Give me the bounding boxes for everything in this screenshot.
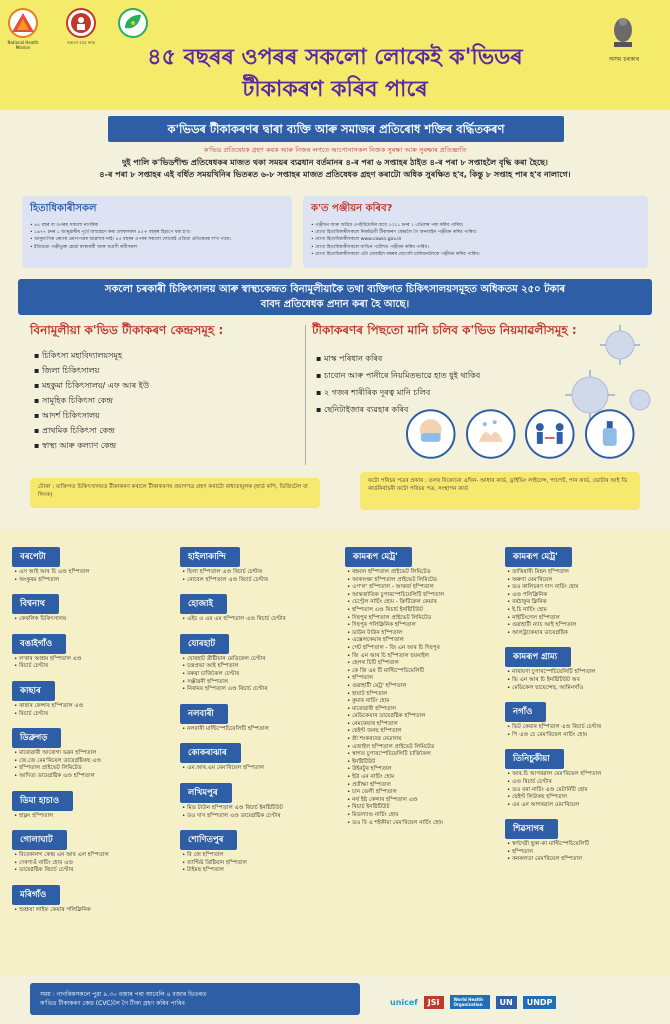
list-item: • পঞ্জীয়ন আৰু অগ্ৰিম এপইণ্টমেণ্টৰ বাবে ২০২১ চনৰ ১ এপ্ৰিলৰ পৰা কৰিব পাৰিব। xyxy=(311,222,640,229)
jsi-logo: JSI xyxy=(424,996,444,1009)
hospital-list xyxy=(180,805,340,820)
hospital-item: • ৰিচাৰ্চ চেণ্টাৰ xyxy=(14,711,172,719)
list-item: • আনুষংগিক ৰোগৰ প্ৰমাণপত্ৰৰ আৱশ্যক নাই। ৪৫ বছৰৰ ওপৰৰ সকলো লোকেই এতিয়া প্ৰতিষেধক ল'ব পাৰে। xyxy=(30,236,284,243)
hospital-item: • শুশ্ৰূষা লাইফ কেয়াৰ পলিক্লিনিক xyxy=(14,907,172,915)
hospital-list xyxy=(12,703,172,718)
hospital-item: • ডাউন টাউন হস্পিতাল xyxy=(347,630,503,638)
hospital-list xyxy=(505,724,665,739)
hospital-item: • নাৰায়ণা চুপাৰস্পেচিয়েলিটি হস্পিতাল xyxy=(507,669,665,677)
photo-id-note: ফটো পৰিচয় পত্ৰৰ প্ৰকাৰ : তলৰ যিকোনো এখিন- আধাৰ কাৰ্ড, ড্ৰাইভিং লাইচেন্স, পাচপৰ্ট, পান কাৰ্ড, ভোটাৰ আই ডি কাৰ্ডনিৰ্বাচনী ফটো পৰিচয় পত্ৰ, সংস্থাপন কাৰ্ড xyxy=(360,472,640,510)
triangle-logo-icon xyxy=(10,10,36,36)
hospital-item: • বিবেকানন্দ কেন্দ্ৰ এন আৰ এল হস্পিতাল xyxy=(14,852,172,860)
registration-list xyxy=(311,222,640,258)
hospital-item: • এম.আৰ.এম মেম'ৰিয়েল হস্পিতাল xyxy=(182,765,340,773)
hospital-item: • হস্পিতাল এণ্ড ৰিচাৰ্চ ইনষ্টিটিউট xyxy=(347,607,503,615)
hospital-list xyxy=(505,771,665,809)
list-item: ▪ আদৰ্শ চিকিৎসালয় xyxy=(34,408,300,423)
rule-icons xyxy=(405,408,635,460)
district-column-2 xyxy=(180,544,340,882)
divider xyxy=(305,325,306,465)
hospital-item: • যোৰহাট খ্ৰীষ্টীয়ান মেডিকেল চেণ্টাৰ xyxy=(182,656,340,664)
hospital-item: • কেথলিক চিকিৎসালয় xyxy=(14,616,172,624)
hospital-item: • ডায়েগ্নষ্টিক ৰিচাৰ্চ চেণ্টাৰ xyxy=(14,867,172,875)
hospital-item: • ছিলা হস্পিতাল এণ্ড ৰিচাৰ্চ চেণ্টাৰ xyxy=(182,569,340,577)
hospital-item: • হস্পিতাল xyxy=(507,849,665,857)
hospital-list xyxy=(12,852,172,875)
hospital-item: • অংকুৰম হস্পিতাল xyxy=(14,577,172,585)
un-logo: UN xyxy=(496,996,517,1009)
district-title: যোৰহাট xyxy=(180,634,229,654)
hospital-item: • আকাংক্ষা হস্পিতাল প্ৰাইভেট লিমিটেড xyxy=(347,577,503,585)
private-hospital-note: টোকা : ব্যক্তিগত চিকিৎসালয়ত টীকাকৰণ কৰালে টীকাকৰণৰ প্ৰমাণপত্ৰ গ্ৰহণ কৰাটো বাধ্যতামূলক (হাৰ্ড কপি, ডিজিটেল বা লিংক) xyxy=(30,478,320,508)
district-column-1 xyxy=(12,544,172,922)
hospital-item: • ছেইণ্ট লিউকছ হস্পিতাল xyxy=(507,794,665,802)
hospital-item: • অৰুণা মেম'ৰিয়েল xyxy=(507,577,665,585)
hospital-item: • ডও দাস হস্পিতাল এণ্ড ডায়েগ্নষ্টিক চেণ্টাৰ xyxy=(182,813,340,821)
logo-label-1: National Health Mission xyxy=(7,40,39,50)
hospital-item: • মেডিকেল ছায়েন্সেছ, আমিনগাঁও xyxy=(507,685,665,693)
hospital-list xyxy=(12,813,172,821)
district-title: কোকৰাঝাৰ xyxy=(180,743,241,763)
district-block xyxy=(12,882,172,915)
list-item: ▪ প্ৰাথমিক চিকিৎসা কেন্দ্ৰ xyxy=(34,423,300,438)
hospital-item: • বৰুৱা চাৰ্জিকেল চেণ্টাৰ xyxy=(182,671,340,679)
hospital-item: • আন্তৰ্জাতিক চুপাৰস্পেচিয়েলিটি হস্পিতাল xyxy=(347,592,503,600)
hospital-list xyxy=(180,569,340,584)
hospital-item: • হাফ্লং হস্পিতাল xyxy=(14,813,172,821)
list-item: ▪ মহকুমা চিকিৎসালয়/ এফ আৰ ইউ xyxy=(34,378,300,393)
district-block xyxy=(505,816,665,864)
hospital-item: • কে জি এম টি মাল্টিস্পেচিয়েলিটি xyxy=(347,668,503,676)
sanitizer-icon xyxy=(584,408,636,460)
hospital-list xyxy=(12,656,172,671)
district-column-4 xyxy=(505,544,665,871)
hospital-item: • গুৱাহাটী মেট্ৰ' হস্পিতাল xyxy=(347,683,503,691)
district-block xyxy=(180,591,340,624)
district-block xyxy=(180,780,340,820)
emblem-label: অসম চৰকাৰ xyxy=(608,56,640,63)
hospital-item: • নাইটিংগেল হস্পিতাল xyxy=(507,615,665,623)
hospital-list xyxy=(12,616,172,624)
hospital-item: • আলট্ৰাকেয়াৰ ডায়েগ্নষ্টিক xyxy=(507,630,665,638)
district-title: বঙাইগাঁও xyxy=(12,634,66,654)
header xyxy=(0,0,670,110)
hospital-item: • টাইমছ হস্পিতাল xyxy=(182,867,340,875)
district-block xyxy=(12,678,172,718)
hospital-list xyxy=(180,616,340,624)
district-title: মৰিগাঁও xyxy=(12,885,60,905)
hospital-item: • স্বৰ্ণদেৱী ছুকা-কা মাল্টিস্পেচিয়েলিটি xyxy=(507,841,665,849)
district-block xyxy=(12,827,172,875)
hospital-item: • এণ্ড ৰিচাৰ্চ চেণ্টাৰ xyxy=(507,779,665,787)
list-item: • ইতিমধ্যে পঞ্জীভুক্ত হোৱা স্বাস্থ্যকৰ্মী আৰু অগ্ৰণী কৰ্মীসকল xyxy=(30,244,284,251)
hospital-list xyxy=(180,765,340,773)
hospital-item: • ছেইণ্ট জনছ হস্পিতাল xyxy=(347,728,503,736)
district-block xyxy=(505,644,665,692)
list-item: • ৪৫ বছৰ বা ওপৰৰ সকলো নাগৰিক xyxy=(30,222,284,229)
social-distance-icon xyxy=(524,408,576,460)
nhm-logo xyxy=(8,8,38,38)
list-item: ▪ ২ গজৰ শাৰীৰিক দূৰত্ব মানি চলিব xyxy=(316,384,652,401)
hospital-item: • মাৰোৱাৰী আৰোগ্য ভৱন হস্পিতাল xyxy=(14,750,172,758)
list-item: ▪ চাবোন আৰু পানীৰে নিয়মিতভাৱে হাত ধুই থাকিব xyxy=(316,367,652,384)
hospital-item: • সঞ্জীৱনী হস্পিতাল xyxy=(182,679,340,687)
hospital-item: • ভি এন আৰ চি ইনষ্টিটিউট অব xyxy=(507,677,665,685)
health-for-all-logo xyxy=(66,8,96,38)
unicef-logo: unicef xyxy=(390,997,418,1007)
hospital-item: • কুমাৰ নাৰ্চিং হোম xyxy=(347,698,503,706)
hospital-item: • ল'ৰাৰ আশ্ৰম হস্পিতাল এণ্ড xyxy=(14,656,172,664)
district-title: গোলাঘাট xyxy=(12,830,67,850)
hospital-item: • কাছাৰ কেন্সাৰ হস্পিতাল এণ্ড xyxy=(14,703,172,711)
hospital-item: • স্বাগত চুপাৰস্পেচিয়েলিটি চাৰ্জিকেল xyxy=(347,751,503,759)
hospital-item: • নোবেল হস্পিতাল এণ্ড ৰিচাৰ্চ চেণ্টাৰ xyxy=(182,577,340,585)
hospital-item: • ৰহমান হস্পিতাল প্ৰাইভেট লিমিটেড xyxy=(347,569,503,577)
district-title: বিশ্বনাথ xyxy=(12,594,59,614)
mask-face-icon xyxy=(405,408,457,460)
hospital-item: • ব্যাপ্টিষ্ট খ্ৰিষ্টিয়ান হস্পিতাল xyxy=(182,860,340,868)
district-title: কামৰূপ মেট্ৰ' xyxy=(505,547,572,567)
hospital-item: • গেট হস্পিতাল - জি এন আৰ চি দিছপুৰ xyxy=(347,645,503,653)
district-block xyxy=(505,544,665,637)
hospital-item: • এস আই আৰ চি এণ্ড হস্পিতাল xyxy=(14,569,172,577)
rules-title: টীকাকৰণৰ পিছতো মানি চলিব ক'ভিড নিয়মাৱলীসমূহ : xyxy=(312,323,577,337)
hospital-item: • এম এন আগৰৱাল মেম'ৰিয়েল xyxy=(507,802,665,810)
hospital-item: • মিড টাউন হস্পিতাল এণ্ড ৰিচাৰ্চ ইনষ্টিটিউট xyxy=(182,805,340,813)
district-block xyxy=(12,631,172,671)
hospital-item: • পি এণ্ড চে মেম'ৰিয়েল নাৰ্চিং হোম xyxy=(507,732,665,740)
list-item: • যোগ্য হিতাধিকাৰীসকলে www.cowin.gov.in xyxy=(311,236,640,243)
hospital-item: • ডও কালিচৰণ দাস নাৰ্চিং হোম xyxy=(507,584,665,592)
district-title: শোণিতপুৰ xyxy=(180,830,237,850)
district-block xyxy=(180,544,340,584)
district-title: হাইলাকান্দি xyxy=(180,547,240,567)
hospital-item: • কনকলতা মেম'ৰিয়েল হস্পিতাল xyxy=(507,856,665,864)
free-centres-list xyxy=(30,348,300,453)
headline-banner: ক'ভিডৰ টীকাকৰণৰ দ্বাৰা ব্যক্তি আৰু সমাজৰ প্ৰতিৰোধ শক্তিৰ বৰ্দ্ধিতকৰণ xyxy=(108,116,564,142)
hospital-list xyxy=(505,669,665,692)
hospital-item: • চন্দ্ৰপ্ৰভা আই হস্পিতাল xyxy=(182,663,340,671)
hospital-item: • নলবাৰী মাল্টিস্পেচিয়েলিটি হস্পিতাল xyxy=(182,726,340,734)
district-title: কাছাৰ xyxy=(12,681,55,701)
hospital-item: • হেলথ চিটি হস্পিতাল xyxy=(347,660,503,668)
hospital-item: • দিছপুৰ হস্পিতাল প্ৰাইভেট লিমিটেড xyxy=(347,615,503,623)
hospital-item: • উইনটুৰ হস্পিতাল xyxy=(347,766,503,774)
hospital-list xyxy=(505,569,665,637)
who-logo: World Health Organization xyxy=(450,995,490,1009)
hospital-list xyxy=(180,656,340,694)
hospital-list xyxy=(12,907,172,915)
free-vaccine-banner xyxy=(18,279,652,315)
district-block xyxy=(180,701,340,734)
hospital-item: • ই.চি নাৰ্চিং হোম xyxy=(507,607,665,615)
district-title: ডিব্ৰুগড় xyxy=(12,728,61,748)
beneficiaries-title: হিতাধিকাৰীসকল xyxy=(30,203,97,214)
page-title-line1: ৪৫ বছৰৰ ওপৰৰ সকলো লোকেই ক'ভিডৰ xyxy=(147,44,523,70)
list-item: ▪ মাস্ক পৰিধান কৰিব xyxy=(316,350,652,367)
list-item: ▪ জিলা চিকিৎসালয় xyxy=(34,363,300,378)
beneficiaries-list xyxy=(30,222,284,251)
free-centres-title: বিনামূলীয়া ক'ভিড টীকাকৰণ কেন্দ্ৰসমূহ : xyxy=(30,323,224,337)
hospital-list xyxy=(180,852,340,875)
banner2-line2: বাবদ প্ৰতিষেধক প্ৰদান কৰা হৈ আছে। xyxy=(260,299,410,310)
district-block xyxy=(505,746,665,809)
intro-text xyxy=(20,157,650,181)
hospital-item: • চান ভেলী হস্পিতাল xyxy=(347,789,503,797)
banner2-line1: সকলো চৰকাৰী চিকিৎসালয় আৰু স্বাস্থ্যকেন্দ্ৰত বিনামূলীয়াকৈ তথা ব্যক্তিগত চিকিৎসালয়সমূহত অধিকতম ২৫০ টকাৰ xyxy=(104,284,566,295)
district-block xyxy=(180,631,340,694)
hospital-item: • শ্ৰী শংকৰদেৱ নেত্ৰালয় xyxy=(347,736,503,744)
hospital-item: • ডও বৰা নাৰ্চিং এণ্ড মেটাৰ্নিটি হোম xyxy=(507,787,665,795)
hospital-item: • ভিট কেয়াৰ হস্পিতাল এণ্ড ৰিচাৰ্চ চেণ্টাৰ xyxy=(507,724,665,732)
district-title: বৰপেটা xyxy=(12,547,60,567)
beneficiaries-box xyxy=(22,196,292,268)
district-block xyxy=(12,725,172,780)
hospital-item: • এপ'ল' হস্পিতাল - আন্তৰ্জ হস্পিতাল xyxy=(347,584,503,592)
district-block xyxy=(180,827,340,875)
district-block xyxy=(345,544,503,827)
district-title: কামৰূপ মেট্ৰ' xyxy=(345,547,412,567)
hospital-item: • এণ্ড পলিক্লিনিক xyxy=(507,592,665,600)
intro-line1: দুই পালি ক'ভিডশীল্ড প্ৰতিষেধকৰ মাজত থকা সময়ৰ ব্যৱধান বৰ্তমানৰ ৪-ৰ পৰা ৬ সপ্তাহৰ ঠাইত ৪-ৰ পৰা ৮ সপ্তাহলৈ বৃদ্ধি কৰা হৈছে। xyxy=(122,158,548,167)
district-title: নগাঁও xyxy=(505,702,546,722)
hospital-item: • ইউ এন নাৰ্চিং হোম xyxy=(347,774,503,782)
district-title: লখিমপুৰ xyxy=(180,783,232,803)
hospital-list xyxy=(345,569,503,827)
district-title: তিনিচুকীয়া xyxy=(505,749,564,769)
timing-line2: ক'ভিড টীকাকৰণ কেন্দ্ৰ (CVC)লৈ গৈ টীকা গ্ৰহণ কৰিব পাৰিব xyxy=(40,1000,185,1007)
undp-logo: UNDP xyxy=(523,996,557,1009)
hospital-item: • প্ৰতীক্ষা হস্পিতাল xyxy=(347,782,503,790)
page-title-line2: টীকাকৰণ কৰিব পাৰে xyxy=(242,76,428,102)
hospital-item: • নৰ্থ ইষ্ট কেন্সাৰ হস্পিতাল এণ্ড xyxy=(347,797,503,805)
subtitle-line: ক'ভিড প্ৰতিষেধক গ্ৰহণ কৰক আৰু নিজৰ লগতে আপোনাসকল নিজক সুৰক্ষা আৰু সুৰক্ষাৰ প্ৰতিজ্ঞাতি xyxy=(203,146,467,154)
partner-logos xyxy=(390,990,655,1014)
district-title: হোজাই xyxy=(180,594,227,614)
list-item: ▪ চিকিৎসা মহাবিদ্যালয়সমূহ xyxy=(34,348,300,363)
timing-line1: সময় : নাগৰিকসকলে পুৱা ৯.৩০ বজাৰ পৰা আবেলি ৪ বজাৰ ভিতৰত xyxy=(40,991,207,998)
list-item: • যোগ্য হিতাধিকাৰীসকলে ক'ভিন পৰ্টেলত পঞ্জীয়ন কৰিব পাৰিব। xyxy=(311,244,640,251)
list-item: ▪ স্বাস্থ্য আৰু কল্যাণ কেন্দ্ৰ xyxy=(34,438,300,453)
hospital-item: • হস্পিতাল xyxy=(347,675,503,683)
district-title: ডিমা হাচাও xyxy=(12,791,73,811)
intro-line2: ৪-ৰ পৰা ৮ সপ্তাহৰ এই বৰ্ধিত সময়খিনিৰ ভিতৰত ৬-৮ সপ্তাহৰ মাজত প্ৰতিষেধক গ্ৰহণ কৰাটো অধিক সুৰক্ষিত হ'ব, কিন্তু ৮ সপ্তাহ পাৰ হ'ব নালাগে। xyxy=(99,170,571,179)
district-block xyxy=(12,591,172,624)
registration-box xyxy=(303,196,648,268)
hospital-item: • ইনষ্টিটিউট xyxy=(347,759,503,767)
hospital-item: • আৰ.চি আগৰৱাল মেম'ৰিয়েল হস্পিতাল xyxy=(507,771,665,779)
district-title: শিৱসাগৰ xyxy=(505,819,558,839)
district-block xyxy=(180,740,340,773)
hospital-item: • এজাইল হস্পিতাল প্ৰাইভেট লিমিটেড xyxy=(347,744,503,752)
hospital-item: • চেণ্ট্ৰেল নাৰ্চিং হোম - ক্ৰিটিকেল কেয়াৰ xyxy=(347,599,503,607)
hospital-item: • হায়াট হস্পিতাল xyxy=(347,691,503,699)
hospital-item: • এক্সেলকেয়াৰ হস্পিতাল xyxy=(347,637,503,645)
hospital-item: • মিডল্যাণ্ড নাৰ্চিং হোম xyxy=(347,812,503,820)
district-block xyxy=(12,544,172,584)
hospital-item: • তাত্তিৰাৰী মিছন হস্পিতাল xyxy=(507,569,665,577)
hospital-item: • দিছপুৰ পলিক্লিনিক হস্পিতাল xyxy=(347,622,503,630)
hospital-item: • হস্পিতাল প্ৰাইভেট লিমিটেড xyxy=(14,765,172,773)
timing-note xyxy=(30,983,360,1015)
hospital-item: • ৰিচাৰ্চ ইনষ্টিটিউট xyxy=(347,804,503,812)
hospital-list xyxy=(12,750,172,780)
hospital-item: • জি এন আৰ চি হস্পিতাল ছয়মাইল xyxy=(347,653,503,661)
state-emblem-icon xyxy=(606,12,640,52)
hospital-item: • বৰঠাকুৰ ক্লিনিক xyxy=(507,599,665,607)
hospital-item: • বি জে হস্পিতাল xyxy=(182,852,340,860)
district-title: নলবাৰী xyxy=(180,704,228,724)
hospital-item: • ডও বি এ শইকীয়া মেম'ৰিয়েল নাৰ্চিং হোম xyxy=(347,820,503,828)
hospital-item: • ৰিচাৰ্চ চেণ্টাৰ xyxy=(14,663,172,671)
leaf-logo-icon xyxy=(120,10,146,36)
health-dept-logo xyxy=(118,8,148,38)
list-item: ▪ ছেনিটাইজাৰ ব্যৱহাৰ কৰিব xyxy=(316,401,652,418)
list-item: • যোগ্য হিতাধিকাৰীসকলে নিকটৱৰ্তী টীকাকৰণ কেন্দ্ৰলৈ গৈ অনলাইন পঞ্জীয়ন কৰিব পাৰিব। xyxy=(311,229,640,236)
list-item: • যোগ্য হিতাধিকাৰীসকলে এটা মোবাইল নম্বৰৰ যোগেদি চাৰিজনলৈকে পঞ্জীয়ন কৰিব পাৰিব। xyxy=(311,251,640,258)
district-column-3 xyxy=(345,544,503,834)
hospital-list xyxy=(505,841,665,864)
district-title: কামৰূপ গ্ৰাম্য xyxy=(505,647,571,667)
hospital-list xyxy=(180,726,340,734)
hospital-item: • এইচ এ এম এম হস্পিতাল এণ্ড ৰিচাৰ্চ চেণ্টাৰ xyxy=(182,616,340,624)
hospital-item: • নিৰাময় হস্পিতাল এণ্ড ৰিচাৰ্চ চেণ্টাৰ xyxy=(182,686,340,694)
hospital-item: • জে.জে মেম'ৰিয়েল ডায়েগ্নষ্টিকছ এণ্ড xyxy=(14,758,172,766)
free-centres-section xyxy=(30,322,300,453)
hospital-item: • নেমকেয়াৰ হস্পিতাল xyxy=(347,721,503,729)
hospital-item: • দেৰগাওঁ নাৰ্চিং হোম এণ্ড xyxy=(14,860,172,868)
hand-wash-icon xyxy=(465,408,517,460)
district-block xyxy=(505,699,665,739)
hospital-item: • গুৱাহাটী ন্যাচ আই হস্পিতাল xyxy=(507,622,665,630)
hospital-list xyxy=(12,569,172,584)
list-item: ▪ সামূহিক চিকিৎসা কেন্দ্ৰ xyxy=(34,393,300,408)
district-block xyxy=(12,788,172,821)
hospital-item: • মেডিকেয়াৰ ডায়েগ্নষ্টিক হস্পিতাল xyxy=(347,713,503,721)
list-item: • ১৯৭৭ চনৰ ১ জানুৱাৰীৰ পূৰ্বে জন্মগ্ৰহণ কৰা লোকসকল ৪৫+ বছৰৰ হিচাপে ধৰা হ'ব। xyxy=(30,229,284,236)
hospital-item: • মাৰোৱাৰী হস্পিতাল xyxy=(347,706,503,714)
hospital-item: • আদিত্য ডায়েগ্নষ্টিক এণ্ড হস্পিতাল xyxy=(14,773,172,781)
people-logo-icon xyxy=(68,10,94,36)
logo-label-2: সকলো বাবে স্বাস্থ্য xyxy=(66,40,96,45)
registration-title: ক'ত পঞ্জীয়ন কৰিব? xyxy=(311,203,393,214)
